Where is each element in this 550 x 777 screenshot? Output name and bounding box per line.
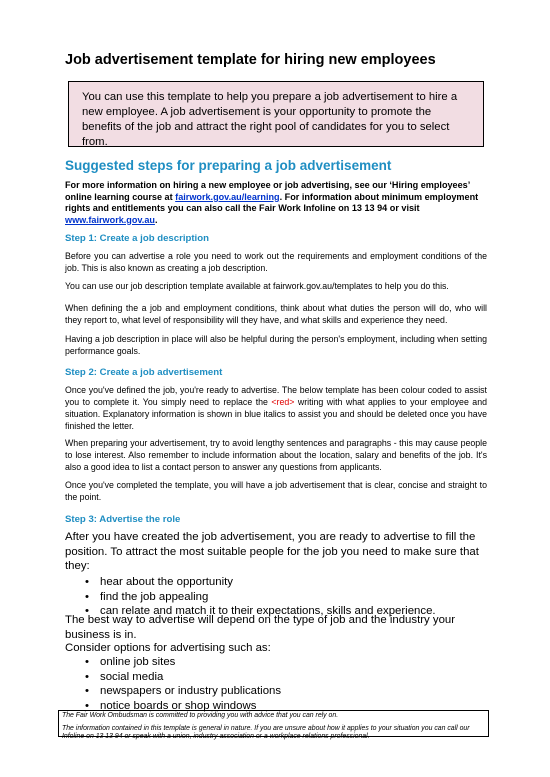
step3-para: The best way to advertise will depend on the type of job and the industry your business is in. xyxy=(65,614,456,641)
advertising-options-list xyxy=(65,655,281,713)
red-placeholder: <red> xyxy=(271,397,295,407)
list-item: • notice boards or shop windows xyxy=(65,699,281,714)
step2-para: Once you've completed the template, you will have a job advertisement that is clear, concise and straight to the point. xyxy=(65,480,487,502)
step1-para: When defining the a job and employment conditions, think about what duties the person will do, who will they report to, what level of responsibility will they have, and what skills and experience they need. xyxy=(65,303,487,325)
audience-list xyxy=(65,575,436,619)
list-item: • find the job appealing xyxy=(65,590,436,605)
step1-para: You can use our job description template available at fairwork.gov.au/templates to help you do this. xyxy=(65,281,449,291)
list-item: • online job sites xyxy=(65,655,281,670)
list-item: • hear about the opportunity xyxy=(65,575,436,590)
step3-para: After you have created the job advertisement, you are ready to advertise to fill the position. To attract the most suitable people for the job you need to make sure that they: xyxy=(65,531,479,572)
step1-para: Before you can advertise a role you need to work out the requirements and employment conditions of the job. This is also known as creating a job description. xyxy=(65,251,487,273)
footer-line: The information contained in this template is general in nature. If you are unsure about how it applies to your situation you can call our Infoline on 13 13 94 or speak with a union, industry association or a workplace relations professional. xyxy=(62,724,470,741)
info-text: . xyxy=(154,214,158,225)
step2-para: When preparing your advertisement, try to avoid lengthy sentences and paragraphs - this may cause people to lose interest. Also remember to include information about the location, salary and benefits of the job. It's also a good idea to list a contact person to answer any questions from applicants. xyxy=(65,438,487,472)
step2-heading: Step 2: Create a job advertisement xyxy=(65,367,223,378)
step2-text: writing with what applies to your employee and situation. Explanatory information is shown in blue italics to assist you and should be deleted once you have finished the letter. xyxy=(65,397,487,431)
footer-line: The Fair Work Ombudsman is committed to providing you with advice that you can rely on. xyxy=(62,712,339,719)
step3-para: Consider options for advertising such as: xyxy=(65,642,271,654)
step2-text: Once you've defined the job, you're ready to advertise. The below template has been colour coded to assist you to complete it. You simply need to replace the xyxy=(65,385,487,407)
section-heading: Suggested steps for preparing a job advertisement xyxy=(65,158,392,173)
step1-heading: Step 1: Create a job description xyxy=(65,233,209,244)
list-item: • can relate and match it to their expectations, skills and experience. xyxy=(65,604,436,619)
info-paragraph xyxy=(65,180,487,226)
fairwork-link[interactable]: www.fairwork.gov.au xyxy=(65,214,155,225)
step2-para xyxy=(65,384,487,432)
list-item: • social media xyxy=(65,670,281,685)
footer-disclaimer xyxy=(58,710,489,741)
info-text: . For information about minimum employment rights and entitlements you can also call the Fair Work Infoline on 13 13 94 or visit xyxy=(65,191,479,213)
info-text: For more information on hiring a new employee or job advertising, see our ‘Hiring employees’ online learning course at xyxy=(65,180,470,202)
learning-link[interactable]: fairwork.gov.au/learning xyxy=(175,191,280,202)
list-item: • newspapers or industry publications xyxy=(65,684,281,699)
page-title: Job advertisement template for hiring new employees xyxy=(65,52,436,68)
step1-para: Having a job description in place will also be helpful during the person's employment, including when setting performance goals. xyxy=(65,334,487,356)
intro-box: You can use this template to help you prepare a job advertisement to hire a new employee. A job advertisement is your opportunity to promote the benefits of the job and attract the right pool of candidates for you to select from. xyxy=(68,81,484,147)
step3-heading: Step 3: Advertise the role xyxy=(65,514,181,525)
